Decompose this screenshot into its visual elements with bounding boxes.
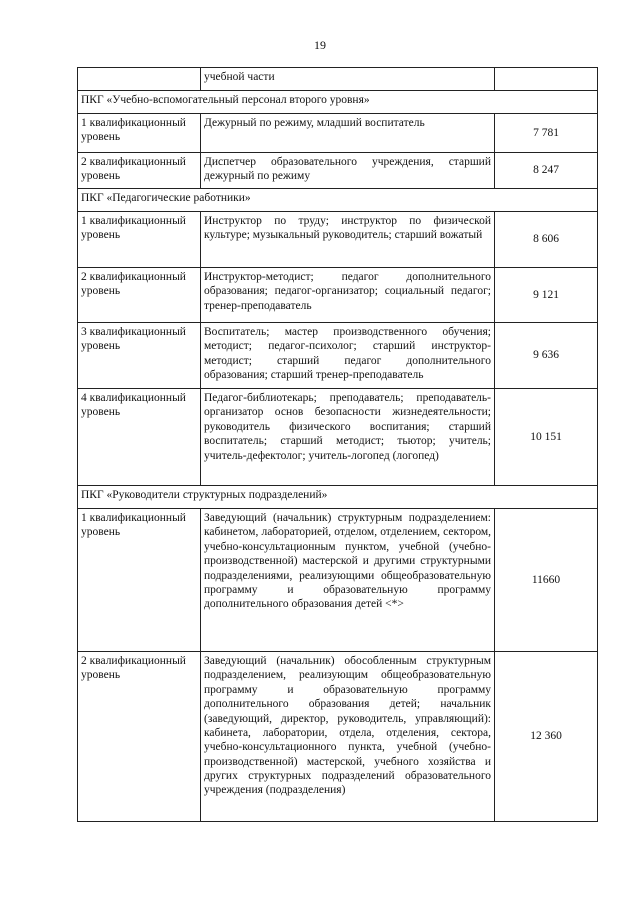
table-cell-positions: Инструктор по труду; инструктор по физической культуре; музыкальный руководитель; старший вожатый (201, 212, 495, 268)
table-group-header (78, 91, 598, 114)
table-row (78, 509, 598, 652)
table-cell-level: 4 квалификационный уровень (78, 389, 201, 486)
table-cell-salary: 11660 (495, 509, 598, 652)
table-cell-level: 2 квалификационный уровень (78, 153, 201, 189)
table-cell-salary: 8 247 (495, 153, 598, 189)
table-group-header (78, 486, 598, 509)
table-row-continuation (78, 68, 598, 91)
table-row (78, 114, 598, 153)
table-cell-positions: Инструктор-методист; педагог дополнительного образования; педагог-организатор; социальный педагог; тренер-преподаватель (201, 268, 495, 323)
table-cell-positions: Заведующий (начальник) структурным подразделением: кабинетом, лабораторией, отделом, отделением, сектором, учебно-консультационным пунктом, учебной (учебно-производственной) мастерской и другими структурными подразделениями, реализующими общеобразовательную программу и образовательную программу дополнительного образования детей <*> (201, 509, 495, 652)
table-group-header (78, 189, 598, 212)
table-cell-salary: 9 636 (495, 323, 598, 389)
table-cell-positions: Дежурный по режиму, младший воспитатель (201, 114, 495, 153)
table-cell-salary: 10 151 (495, 389, 598, 486)
table-row (78, 323, 598, 389)
page-number: 19 (314, 38, 326, 52)
table-cell-positions: Педагог-библиотекарь; преподаватель; преподаватель-организатор основ безопасности жизнедеятельности; руководитель физического воспитания; старший воспитатель; старший методист; тьютор; учитель; учитель-дефектолог; учитель-логопед (логопед) (201, 389, 495, 486)
table-row (78, 652, 598, 822)
table-cell-level: 1 квалификационный уровень (78, 212, 201, 268)
table-cell-salary: 7 781 (495, 114, 598, 153)
table-cell-salary (495, 68, 598, 91)
table-cell-salary: 9 121 (495, 268, 598, 323)
table-cell-salary: 8 606 (495, 212, 598, 268)
table-cell-positions: Диспетчер образовательного учреждения, старший дежурный по режиму (201, 153, 495, 189)
table-cell-positions: Заведующий (начальник) обособленным структурным подразделением, реализующим общеобразовательную программу и образовательную программу дополнительного образования детей; начальник (заведующий, директор, руководитель, управляющий): кабинета, лаборатории, отдела, отделения, сектора, учебно-консультационного пункта, учебной (учебно-производственной) мастерской, учебного хозяйства и других структурных подразделений образовательного учреждения (подразделения) (201, 652, 495, 822)
table-cell-positions: учебной части (201, 68, 495, 91)
table-cell-level: 2 квалификационный уровень (78, 652, 201, 822)
group-title: ПКГ «Педагогические работники» (78, 189, 598, 212)
salary-table (77, 67, 598, 822)
table-cell-level (78, 68, 201, 91)
table-row (78, 153, 598, 189)
table-cell-salary: 12 360 (495, 652, 598, 822)
table-cell-positions: Воспитатель; мастер производственного обучения; методист; педагог-психолог; старший инструктор-методист; старший педагог дополнительного образования; старший тренер-преподаватель (201, 323, 495, 389)
table-row (78, 268, 598, 323)
table-cell-level: 2 квалификационный уровень (78, 268, 201, 323)
table-cell-level: 3 квалификационный уровень (78, 323, 201, 389)
table-cell-level: 1 квалификационный уровень (78, 114, 201, 153)
table-row (78, 212, 598, 268)
table-cell-level: 1 квалификационный уровень (78, 509, 201, 652)
group-title: ПКГ «Руководители структурных подразделений» (78, 486, 598, 509)
group-title: ПКГ «Учебно-вспомогательный персонал второго уровня» (78, 91, 598, 114)
table-row (78, 389, 598, 486)
